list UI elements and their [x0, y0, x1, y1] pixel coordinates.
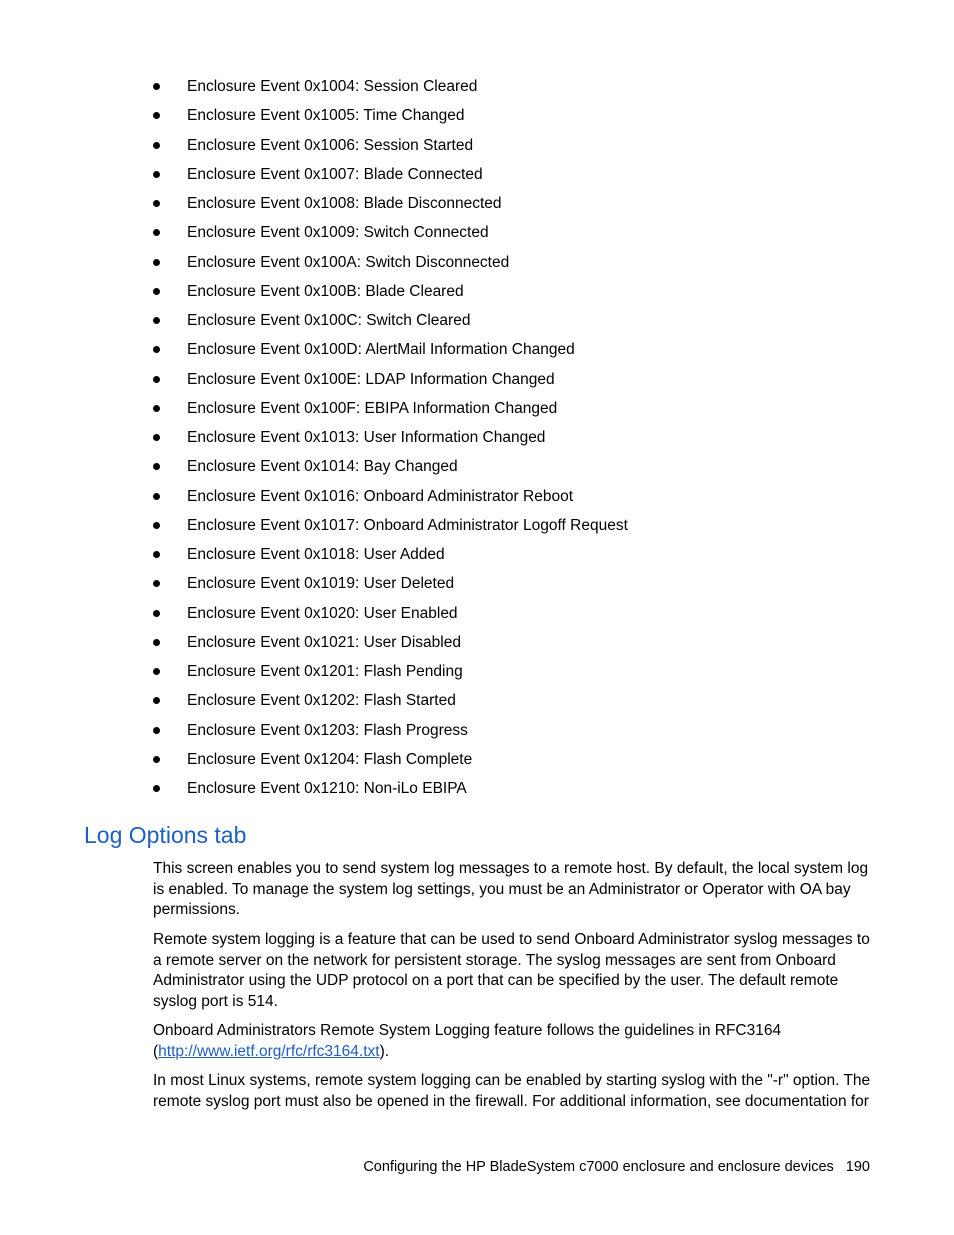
event-label: Enclosure Event 0x100B: Blade Cleared — [187, 282, 464, 300]
event-label: Enclosure Event 0x1006: Session Started — [187, 136, 474, 154]
event-label: Enclosure Event 0x1009: Switch Connected — [187, 224, 489, 242]
event-label: Enclosure Event 0x1019: User Deleted — [187, 575, 455, 593]
event-label: Enclosure Event 0x1201: Flash Pending — [187, 663, 463, 680]
bullet-icon — [153, 727, 160, 734]
bullet-icon — [153, 610, 160, 617]
bullet-icon — [153, 756, 160, 763]
page-footer — [363, 1157, 870, 1177]
bullet-icon — [153, 376, 160, 383]
bullet-icon — [153, 346, 160, 353]
bullet-icon — [153, 522, 160, 529]
paragraph: In most Linux systems, remote system logging can be enabled by starting syslog with the "-r" option. The remote syslog port must also be opened in the firewall. For additional information, see documentation for — [153, 1072, 871, 1110]
event-label: Enclosure Event 0x1013: User Information Changed — [187, 429, 546, 446]
page-number: 190 — [845, 1159, 870, 1175]
section-heading: Log Options tab — [84, 822, 247, 848]
bullet-icon — [153, 112, 160, 119]
event-label: Enclosure Event 0x1008: Blade Disconnected — [187, 195, 502, 212]
event-label: Enclosure Event 0x1020: User Enabled — [187, 604, 458, 622]
bullet-icon — [153, 171, 160, 178]
event-label: Enclosure Event 0x1014: Bay Changed — [187, 458, 458, 476]
bullet-icon — [153, 697, 160, 704]
event-label: Enclosure Event 0x1005: Time Changed — [187, 107, 465, 125]
bullet-icon — [153, 785, 160, 792]
footer-title: Configuring the HP BladeSystem c7000 enclosure and enclosure devices — [363, 1159, 834, 1175]
paragraph-text: ). — [379, 1042, 390, 1060]
bullet-icon — [153, 83, 160, 90]
event-label: Enclosure Event 0x1021: User Disabled — [187, 633, 461, 651]
event-label: Enclosure Event 0x1004: Session Cleared — [187, 78, 478, 95]
event-label: Enclosure Event 0x1016: Onboard Administrator Reboot — [187, 487, 574, 505]
event-label: Enclosure Event 0x100F: EBIPA Information Changed — [187, 399, 558, 417]
event-label: Enclosure Event 0x100E: LDAP Information Changed — [187, 370, 555, 388]
event-label: Enclosure Event 0x1018: User Added — [187, 546, 445, 563]
bullet-icon — [153, 317, 160, 324]
event-label: Enclosure Event 0x100D: AlertMail Information Changed — [187, 341, 575, 359]
paragraph: Remote system logging is a feature that can be used to send Onboard Administrator syslog messages to a remote server on the network for persistent storage. The syslog messages are sent from Onboard Administrator using the UDP protocol on a port that can be specified by the user. The default remote syslog port is 514. — [153, 931, 870, 1010]
event-label: Enclosure Event 0x100A: Switch Disconnected — [187, 253, 510, 271]
bullet-icon — [153, 580, 160, 587]
bullet-icon — [153, 551, 160, 558]
paragraph-text: Onboard Administrators Remote System Logging feature follows the guidelines in RFC3164 ( — [153, 1022, 782, 1060]
bullet-icon — [153, 259, 160, 266]
bullet-icon — [153, 200, 160, 207]
bullet-icon — [153, 639, 160, 646]
bullet-icon — [153, 142, 160, 149]
event-label: Enclosure Event 0x1017: Onboard Administrator Logoff Request — [187, 516, 628, 534]
event-label: Enclosure Event 0x100C: Switch Cleared — [187, 312, 471, 329]
event-label: Enclosure Event 0x1210: Non-iLo EBIPA — [187, 780, 467, 797]
bullet-icon — [153, 229, 160, 236]
paragraph: This screen enables you to send system log messages to a remote host. By default, the local system log is enabled. To manage the system log settings, you must be an Administrator or Operator with OA bay permissions. — [153, 860, 869, 919]
event-label: Enclosure Event 0x1007: Blade Connected — [187, 165, 483, 183]
rfc3164-link[interactable]: http://www.ietf.org/rfc/rfc3164.txt — [158, 1042, 380, 1060]
bullet-icon — [153, 434, 160, 441]
event-label: Enclosure Event 0x1202: Flash Started — [187, 692, 456, 710]
bullet-icon — [153, 463, 160, 470]
paragraph — [153, 1021, 873, 1062]
bullet-icon — [153, 405, 160, 412]
bullet-icon — [153, 668, 160, 675]
event-label: Enclosure Event 0x1203: Flash Progress — [187, 721, 468, 739]
event-label: Enclosure Event 0x1204: Flash Complete — [187, 750, 473, 768]
bullet-icon — [153, 288, 160, 295]
bullet-icon — [153, 493, 160, 500]
